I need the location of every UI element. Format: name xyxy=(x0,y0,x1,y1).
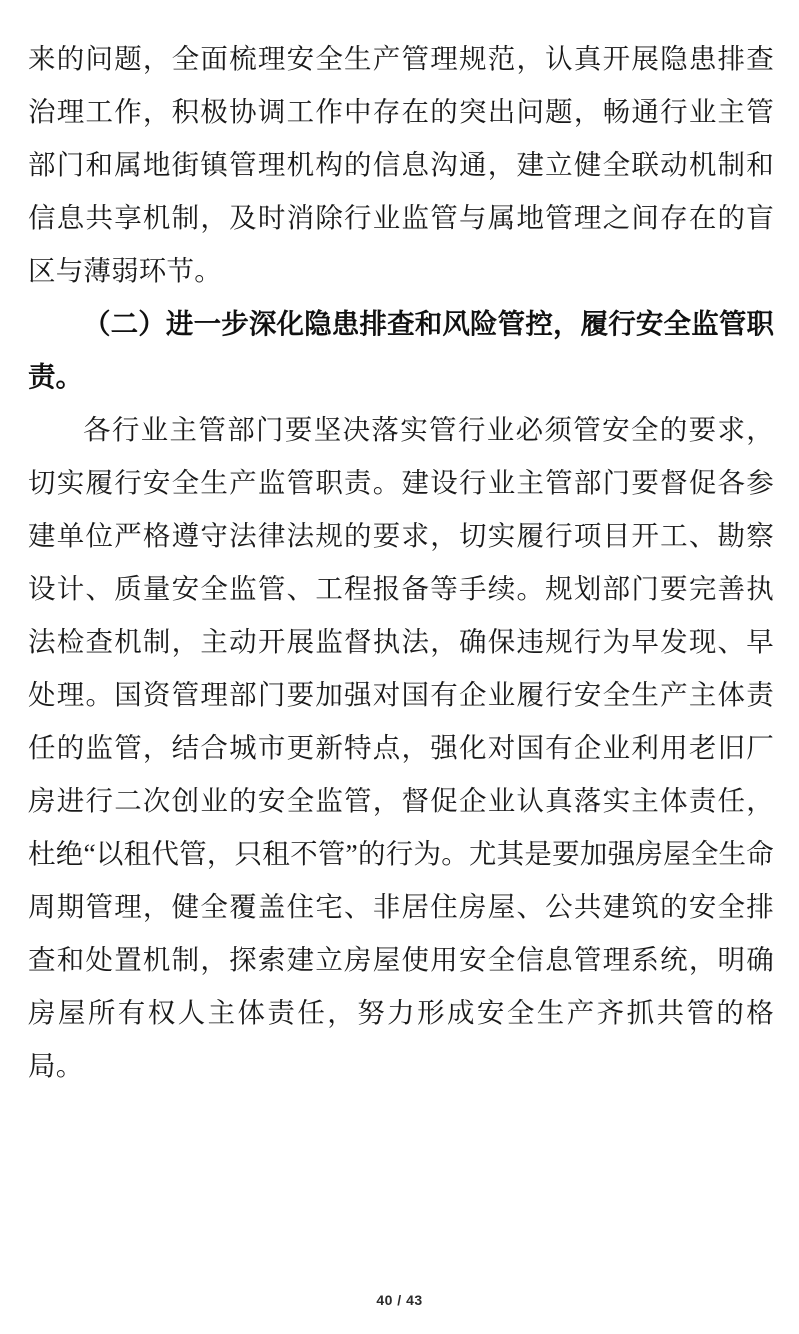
document-body xyxy=(28,32,774,1092)
page-footer xyxy=(0,1292,799,1310)
page-number-indicator: 40 / 43 xyxy=(376,1292,423,1308)
paragraph-continuation: 来的问题，全面梳理安全生产管理规范，认真开展隐患排查治理工作，积极协调工作中存在的突出问题，畅通行业主管部门和属地街镇管理机构的信息沟通，建立健全联动机制和信息共享机制，及时消除行业监管与属地管理之间存在的盲区与薄弱环节。 xyxy=(28,43,774,286)
section-heading: （二）进一步深化隐患排查和风险管控，履行安全监管职责。 xyxy=(28,308,774,392)
paragraph-section-body: 各行业主管部门要坚决落实管行业必须管安全的要求，切实履行安全生产监管职责。建设行业主管部门要督促各参建单位严格遵守法律法规的要求，切实履行项目开工、勘察设计、质量安全监管、工程报备等手续。规划部门要完善执法检查机制，主动开展监督执法，确保违规行为早发现、早处理。国资管理部门要加强对国有企业履行安全生产主体责任的监管，结合城市更新特点，强化对国有企业利用老旧厂房进行二次创业的安全监管，督促企业认真落实主体责任，杜绝“以租代管，只租不管”的行为。尤其是要加强房屋全生命周期管理，健全覆盖住宅、非居住房屋、公共建筑的安全排查和处置机制，探索建立房屋使用安全信息管理系统，明确房屋所有权人主体责任，努力形成安全生产齐抓共管的格局。 xyxy=(28,414,774,1081)
